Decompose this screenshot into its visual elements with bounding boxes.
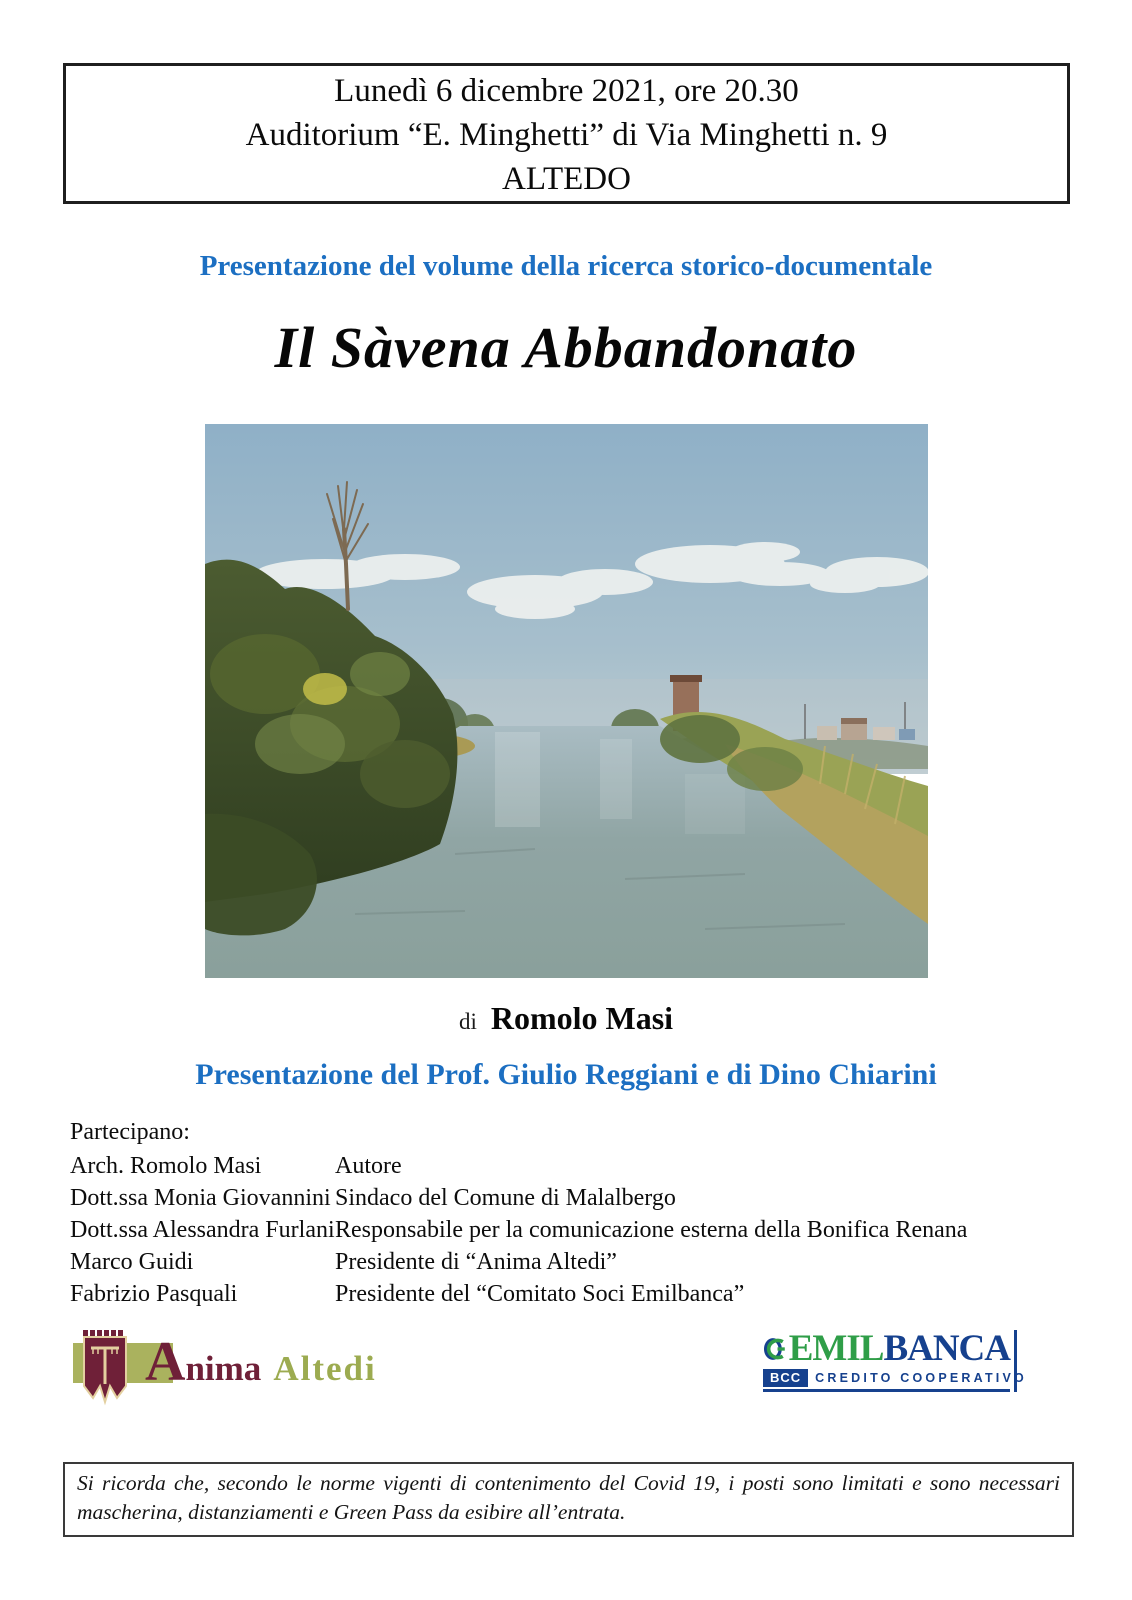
emilbanca-tagline: CREDITO COOPERATIVO (815, 1371, 1027, 1385)
participants-heading: Partecipano: (70, 1119, 190, 1145)
anima-altedi-logo (73, 1328, 393, 1408)
bcc-badge: BCC (763, 1369, 808, 1387)
anima-altedi-wordmark (145, 1330, 377, 1394)
participant-role: Responsabile per la comunicazione esterna della Bonifica Renana (335, 1217, 968, 1243)
participant-name: Arch. Romolo Masi (70, 1153, 262, 1179)
participant-name: Marco Guidi (70, 1249, 194, 1275)
emilbanca-part1: EMIL (788, 1328, 884, 1369)
participant-row (70, 1246, 1060, 1278)
anima-initial: A (145, 1331, 186, 1393)
participant-role: Autore (335, 1153, 402, 1179)
gonfalon-banner-icon (81, 1328, 129, 1406)
presenters-line: Presentazione del Prof. Giulio Reggiani e di Dino Chiarini (195, 1058, 937, 1091)
participant-row (70, 1150, 1060, 1182)
emilbanca-logo (763, 1328, 1027, 1392)
bcc-rings-icon (763, 1330, 787, 1368)
covid-notice-box: Si ricorda che, secondo le norme vigenti di contenimento del Covid 19, i posti sono limitati e sono necessari mascherina, distanziamenti e Green Pass da esibire all’entrata. (63, 1462, 1074, 1537)
participant-role: Presidente di “Anima Altedi” (335, 1249, 617, 1275)
participant-name: Dott.ssa Monia Giovannini (70, 1185, 331, 1211)
event-info-box (63, 63, 1070, 204)
participant-role: Presidente del “Comitato Soci Emilbanca” (335, 1281, 745, 1307)
author-prefix: di (458, 1009, 477, 1034)
anima-word-rest: nima (185, 1349, 262, 1388)
participant-role: Sindaco del Comune di Malalbergo (335, 1185, 676, 1211)
river-photo (205, 424, 928, 978)
event-venue: Auditorium “E. Minghetti” di Via Minghetti n. 9 (245, 117, 888, 153)
participant-row (70, 1278, 1060, 1310)
participant-name: Dott.ssa Alessandra Furlani (70, 1217, 335, 1243)
emilbanca-wordmark (763, 1330, 1010, 1368)
emilbanca-tagline-row (763, 1369, 1027, 1392)
presentation-subtitle: Presentazione del volume della ricerca storico-documentale (199, 250, 933, 282)
participant-row (70, 1182, 1060, 1214)
participants-section (70, 1116, 1060, 1310)
event-town: ALTEDO (502, 161, 631, 197)
emilbanca-part2: BANCA (883, 1328, 1010, 1369)
participant-name: Fabrizio Pasquali (70, 1281, 238, 1307)
river-photo-illustration (205, 424, 928, 978)
participant-row (70, 1214, 1060, 1246)
author-name: Romolo Masi (490, 1000, 674, 1036)
book-title: Il Sàvena Abbandonato (274, 315, 858, 380)
participants-list (70, 1150, 1060, 1310)
author-line (0, 1000, 1132, 1037)
event-datetime: Lunedì 6 dicembre 2021, ore 20.30 (334, 73, 799, 109)
anima-word2: Altedi (273, 1349, 377, 1388)
